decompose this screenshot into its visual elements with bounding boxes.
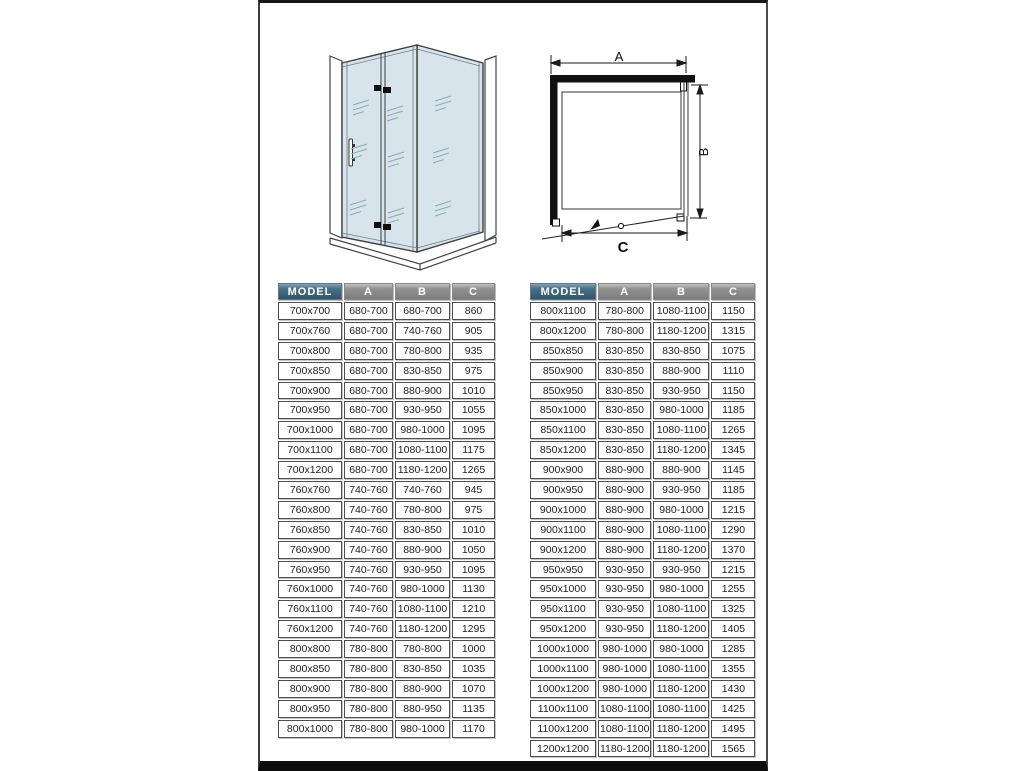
table-row [278,441,495,459]
table-row [278,501,495,519]
tray-outline [562,92,681,209]
table-cell: 1180-1200 [653,322,709,340]
table-cell: 740-760 [344,481,393,499]
top-frame-bar [550,75,695,83]
table-cell: 1355 [711,660,755,678]
table-row [530,740,755,758]
table-cell: 850x1100 [530,421,596,439]
table-row [278,600,495,618]
table-cell: 1170 [452,720,495,738]
door-knob [618,223,623,228]
table-cell: 1180-1200 [395,620,450,638]
table-cell: 780-800 [344,720,393,738]
table-cell: 780-800 [344,700,393,718]
table-cell: 780-800 [395,640,450,658]
table-row [530,401,755,419]
isometric-diagram [323,25,508,280]
table-cell: 1495 [711,720,755,738]
table-cell: 740-760 [344,541,393,559]
topview-diagram [535,35,750,260]
table-cell: 780-800 [344,660,393,678]
table-cell: 1070 [452,680,495,698]
table-cell: 800x1200 [530,322,596,340]
table-cell: 1080-1100 [653,302,709,320]
table-row [278,362,495,380]
table-cell: 880-950 [395,700,450,718]
table-cell: 830-850 [598,382,651,400]
table-cell: 980-1000 [598,640,651,658]
table-cell: 1265 [711,421,755,439]
table-cell: 780-800 [598,322,651,340]
table-cell: 1215 [711,501,755,519]
table-cell: 860 [452,302,495,320]
table-cell: 760x1100 [278,600,342,618]
table-cell: 935 [452,342,495,360]
table-cell: 930-950 [598,600,651,618]
table-cell: 1180-1200 [598,740,651,758]
left-size-table [276,281,497,740]
table-row [530,541,755,559]
table-cell: 975 [452,362,495,380]
table-cell: 1290 [711,521,755,539]
table-row [530,322,755,340]
table-cell: 760x1200 [278,620,342,638]
table-cell: 930-950 [653,382,709,400]
table-row [278,481,495,499]
table-cell: 680-700 [344,441,393,459]
size-table [276,281,497,740]
table-cell: 880-900 [598,521,651,539]
table-cell: 700x760 [278,322,342,340]
swing-direction-arrow [590,219,600,230]
table-cell: 975 [452,501,495,519]
table-cell: 1100x1100 [530,700,596,718]
table-row [278,302,495,320]
table-cell: 680-700 [344,401,393,419]
table-cell: 930-950 [598,620,651,638]
table-cell: 930-950 [653,481,709,499]
table-cell: 930-950 [395,561,450,579]
table-row [530,441,755,459]
table-row [278,521,495,539]
table-cell: 900x950 [530,481,596,499]
table-cell: 680-700 [395,302,450,320]
wall-profile-left [330,56,342,238]
table-cell: 1430 [711,680,755,698]
table-cell: 680-700 [344,302,393,320]
table-cell: 1215 [711,561,755,579]
table-cell: 830-850 [653,342,709,360]
table-cell: 740-760 [344,521,393,539]
table-cell: 700x900 [278,382,342,400]
table-row [278,421,495,439]
table-cell: 830-850 [598,421,651,439]
table-cell: 930-950 [598,561,651,579]
table-cell: 680-700 [344,322,393,340]
table-cell: 1110 [711,362,755,380]
table-cell: 740-760 [344,620,393,638]
table-cell: 780-800 [395,342,450,360]
table-cell: 1095 [452,561,495,579]
table-cell: 830-850 [598,441,651,459]
table-cell: 880-900 [395,680,450,698]
table-cell: 880-900 [653,461,709,479]
table-cell: 880-900 [653,362,709,380]
table-cell: 760x900 [278,541,342,559]
table-cell: 760x850 [278,521,342,539]
table-cell: 1180-1200 [395,461,450,479]
table-row [530,302,755,320]
table-row [530,720,755,738]
table-row [530,600,755,618]
table-cell: 1200x1200 [530,740,596,758]
table-body [530,302,755,757]
table-cell: 1145 [711,461,755,479]
table-row [530,580,755,598]
column-header-model: MODEL [530,283,596,300]
table-cell: 1010 [452,521,495,539]
table-cell: 1075 [711,342,755,360]
table-cell: 1185 [711,401,755,419]
table-cell: 1080-1100 [395,600,450,618]
right-size-table [528,281,757,759]
table-body [278,302,495,738]
table-cell: 760x800 [278,501,342,519]
table-row [530,521,755,539]
table-cell: 1180-1200 [653,720,709,738]
table-cell: 1315 [711,322,755,340]
table-cell: 800x1000 [278,720,342,738]
table-cell: 880-900 [598,461,651,479]
table-cell: 950x1000 [530,580,596,598]
table-cell: 800x950 [278,700,342,718]
table-cell: 740-760 [395,481,450,499]
table-cell: 830-850 [395,660,450,678]
table-row [530,680,755,698]
table-cell: 1180-1200 [653,740,709,758]
table-cell: 1130 [452,580,495,598]
table-row [530,421,755,439]
table-cell: 800x900 [278,680,342,698]
column-header-b: B [653,283,709,300]
column-header-model: MODEL [278,283,342,300]
table-cell: 1080-1100 [653,421,709,439]
table-cell: 800x850 [278,660,342,678]
table-cell: 800x800 [278,640,342,658]
wall-profile-right [485,56,496,241]
door-swing-line [542,216,684,239]
table-cell: 680-700 [344,382,393,400]
table-row [530,362,755,380]
table-cell: 1080-1100 [395,441,450,459]
dim-a-label: A [614,49,624,64]
table-cell: 680-700 [344,461,393,479]
table-cell: 1050 [452,541,495,559]
table-cell: 1080-1100 [598,720,651,738]
table-cell: 760x760 [278,481,342,499]
table-cell: 1175 [452,441,495,459]
content-frame [258,0,768,771]
table-cell: 760x950 [278,561,342,579]
header-row [278,283,495,300]
table-cell: 1095 [452,421,495,439]
table-cell: 980-1000 [653,401,709,419]
table-cell: 900x1200 [530,541,596,559]
table-cell: 740-760 [344,501,393,519]
table-row [278,640,495,658]
table-row [530,561,755,579]
table-row [530,640,755,658]
table-cell: 700x1100 [278,441,342,459]
table-cell: 950x950 [530,561,596,579]
table-cell: 905 [452,322,495,340]
table-cell: 1180-1200 [653,620,709,638]
table-row [278,620,495,638]
table-cell: 1000x1000 [530,640,596,658]
column-header-c: C [711,283,755,300]
size-table [528,281,757,759]
table-cell: 1080-1100 [653,600,709,618]
table-cell: 1000 [452,640,495,658]
table-cell: 980-1000 [653,580,709,598]
table-cell: 700x1000 [278,421,342,439]
table-cell: 850x1000 [530,401,596,419]
table-row [278,541,495,559]
table-cell: 930-950 [653,561,709,579]
table-cell: 1325 [711,600,755,618]
dim-b-label: B [696,147,711,157]
table-row [530,342,755,360]
table-cell: 880-900 [395,541,450,559]
table-cell: 980-1000 [653,501,709,519]
table-cell: 1405 [711,620,755,638]
table-cell: 1080-1100 [653,521,709,539]
table-cell: 780-800 [598,302,651,320]
table-cell: 850x1200 [530,441,596,459]
table-cell: 980-1000 [598,680,651,698]
table-cell: 880-900 [598,481,651,499]
table-cell: 980-1000 [395,580,450,598]
table-row [278,561,495,579]
table-cell: 1135 [452,700,495,718]
table-cell: 1100x1200 [530,720,596,738]
table-cell: 830-850 [598,362,651,380]
table-row [530,461,755,479]
corner-slot-right [677,214,684,221]
corner-slot-left [553,219,560,226]
table-cell: 780-800 [395,501,450,519]
table-cell: 1370 [711,541,755,559]
table-cell: 850x950 [530,382,596,400]
table-cell: 830-850 [395,521,450,539]
table-cell: 1285 [711,640,755,658]
table-row [278,401,495,419]
table-cell: 1185 [711,481,755,499]
table-cell: 800x1100 [530,302,596,320]
table-row [278,322,495,340]
table-cell: 850x900 [530,362,596,380]
table-cell: 1345 [711,441,755,459]
table-row [278,461,495,479]
column-header-b: B [395,283,450,300]
table-cell: 700x950 [278,401,342,419]
table-cell: 1565 [711,740,755,758]
table-cell: 950x1200 [530,620,596,638]
table-cell: 700x850 [278,362,342,380]
table-row [278,680,495,698]
table-cell: 780-800 [344,640,393,658]
table-cell: 1000x1200 [530,680,596,698]
table-cell: 900x900 [530,461,596,479]
table-cell: 1425 [711,700,755,718]
table-cell: 680-700 [344,421,393,439]
table-cell: 900x1100 [530,521,596,539]
table-cell: 740-760 [344,600,393,618]
side-glass-panel [417,45,483,252]
table-cell: 740-760 [395,322,450,340]
table-row [278,342,495,360]
table-row [278,660,495,678]
table-cell: 1055 [452,401,495,419]
table-cell: 700x700 [278,302,342,320]
table-cell: 1080-1100 [653,700,709,718]
table-cell: 880-900 [395,382,450,400]
table-cell: 1180-1200 [653,680,709,698]
table-cell: 1080-1100 [653,660,709,678]
table-row [530,382,755,400]
table-row [278,580,495,598]
table-cell: 850x850 [530,342,596,360]
table-row [530,700,755,718]
column-header-a: A [598,283,651,300]
side-panel-lines [684,82,688,216]
table-cell: 880-900 [598,501,651,519]
table-cell: 945 [452,481,495,499]
table-cell: 780-800 [344,680,393,698]
table-cell: 1210 [452,600,495,618]
table-cell: 740-760 [344,580,393,598]
table-cell: 700x1200 [278,461,342,479]
table-row [530,660,755,678]
table-cell: 930-950 [395,401,450,419]
dim-c-label: C [617,239,629,256]
table-row [278,382,495,400]
table-cell: 900x1000 [530,501,596,519]
table-cell: 1180-1200 [653,541,709,559]
table-cell: 830-850 [395,362,450,380]
column-header-a: A [344,283,393,300]
side-frame-bar [550,75,558,225]
table-cell: 980-1000 [598,660,651,678]
table-row [530,481,755,499]
table-cell: 1035 [452,660,495,678]
table-cell: 950x1100 [530,600,596,618]
table-cell: 1150 [711,302,755,320]
table-cell: 980-1000 [395,720,450,738]
table-row [530,620,755,638]
table-cell: 1180-1200 [653,441,709,459]
table-cell: 1010 [452,382,495,400]
table-cell: 830-850 [598,401,651,419]
table-row [530,501,755,519]
table-cell: 830-850 [598,342,651,360]
table-cell: 1265 [452,461,495,479]
table-cell: 880-900 [598,541,651,559]
table-cell: 1150 [711,382,755,400]
table-row [278,700,495,718]
table-cell: 1000x1100 [530,660,596,678]
table-cell: 1255 [711,580,755,598]
table-cell: 930-950 [598,580,651,598]
table-cell: 700x800 [278,342,342,360]
table-row [278,720,495,738]
table-cell: 1295 [452,620,495,638]
table-cell: 980-1000 [395,421,450,439]
table-cell: 740-760 [344,561,393,579]
table-cell: 680-700 [344,362,393,380]
column-header-c: C [452,283,495,300]
table-cell: 680-700 [344,342,393,360]
table-cell: 1080-1100 [598,700,651,718]
table-cell: 760x1000 [278,580,342,598]
table-cell: 980-1000 [653,640,709,658]
header-row [530,283,755,300]
